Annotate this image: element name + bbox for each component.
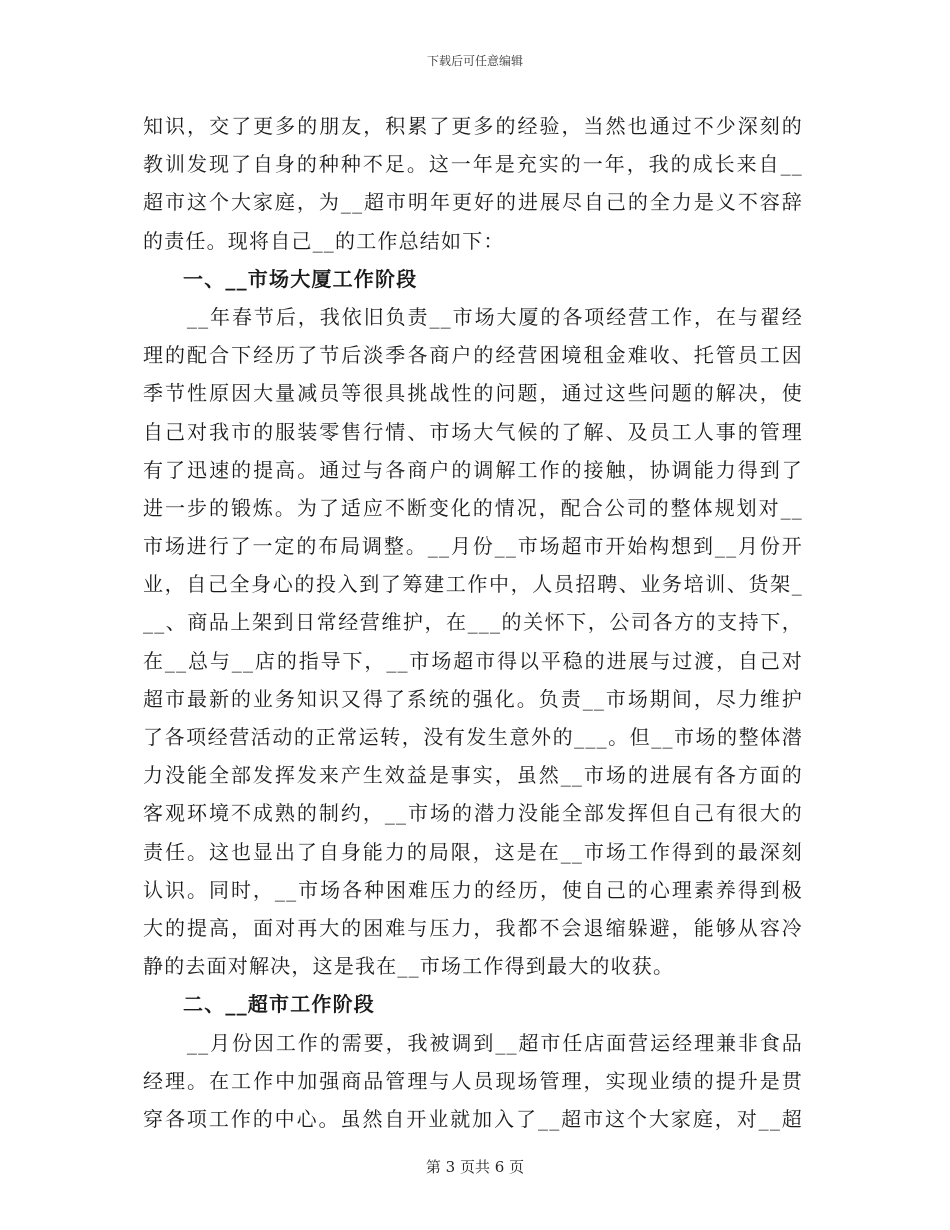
text-line: 超市最新的业务知识又得了系统的强化。负责__市场期间，尽力维护 (143, 686, 803, 711)
section-heading: 二、__超市工作阶段 (183, 992, 375, 1017)
text-line: 责任。这也显出了自身能力的局限，这是在__市场工作得到的最深刻 (143, 839, 803, 864)
text-line: 经理。在工作中加强商品管理与人员现场管理，实现业绩的提升是贯 (143, 1068, 803, 1093)
text-line: 理的配合下经历了节后淡季各商户的经营困境租金难收、托管员工因 (143, 343, 803, 368)
page-header-note: 下载后可任意编辑 (426, 54, 523, 68)
text-line: 进一步的锻炼。为了适应不断变化的情况，配合公司的整体规划对__ (143, 495, 803, 520)
section-heading: 一、__市场大厦工作阶段 (183, 266, 418, 291)
text-line: 业，自己全身心的投入到了筹建工作中，人员招聘、业务培训、货架_ (143, 572, 803, 597)
text-line: 客观环境不成熟的制约，__市场的潜力没能全部发挥但自己有很大的 (143, 801, 803, 826)
text-line: 超市这个大家庭，为__超市明年更好的进展尽自己的全力是义不容辞 (143, 190, 803, 215)
text-line: 了各项经营活动的正常运转，没有发生意外的___。但__市场的整体潜 (143, 725, 803, 749)
text-line: 大的提高，面对再大的困难与压力，我都不会退缩躲避，能够从容冷 (143, 915, 803, 940)
text-line: 的责任。现将自己__的工作总结如下： (143, 228, 505, 253)
text-line: 在__总与__店的指导下，__市场超市得以平稳的进展与过渡，自己对 (143, 648, 803, 673)
text-line: 自己对我市的服装零售行情、市场大气候的了解、及员工人事的管理 (143, 419, 803, 444)
document-body (143, 107, 803, 1138)
text-line: 力没能全部发挥发来产生效益是事实，虽然__市场的进展有各方面的 (143, 763, 803, 788)
text-line: 教训发现了自身的种种不足。这一年是充实的一年，我的成长来自__ (143, 152, 803, 177)
text-line: 认识。同时，__市场各种困难压力的经历，使自己的心理素养得到极 (143, 877, 803, 902)
text-line: 知识，交了更多的朋友，积累了更多的经验，当然也通过不少深刻的 (143, 114, 803, 138)
text-line: __年春节后，我依旧负责__市场大厦的各项经营工作，在与翟经 (143, 304, 803, 329)
text-line: __月份因工作的需要，我被调到__超市任店面营运经理兼非食品 (143, 1030, 803, 1055)
text-line: __、商品上架到日常经营维护，在___的关怀下，公司各方的支持下， (143, 610, 803, 635)
text-line: 静的去面对解决，这是我在__市场工作得到最大的收获。 (143, 954, 675, 979)
text-line: 穿各项工作的中心。虽然自开业就加入了__超市这个大家庭，对__超 (143, 1106, 803, 1131)
text-line: 有了迅速的提高。通过与各商户的调解工作的接触，协调能力得到了 (143, 457, 803, 482)
text-line: 市场进行了一定的布局调整。__月份__市场超市开始构想到__月份开 (143, 534, 803, 559)
page-number: 第 3 页共 6 页 (425, 1158, 525, 1176)
text-line: 季节性原因大量减员等很具挑战性的问题，通过这些问题的解决，使 (143, 381, 803, 406)
